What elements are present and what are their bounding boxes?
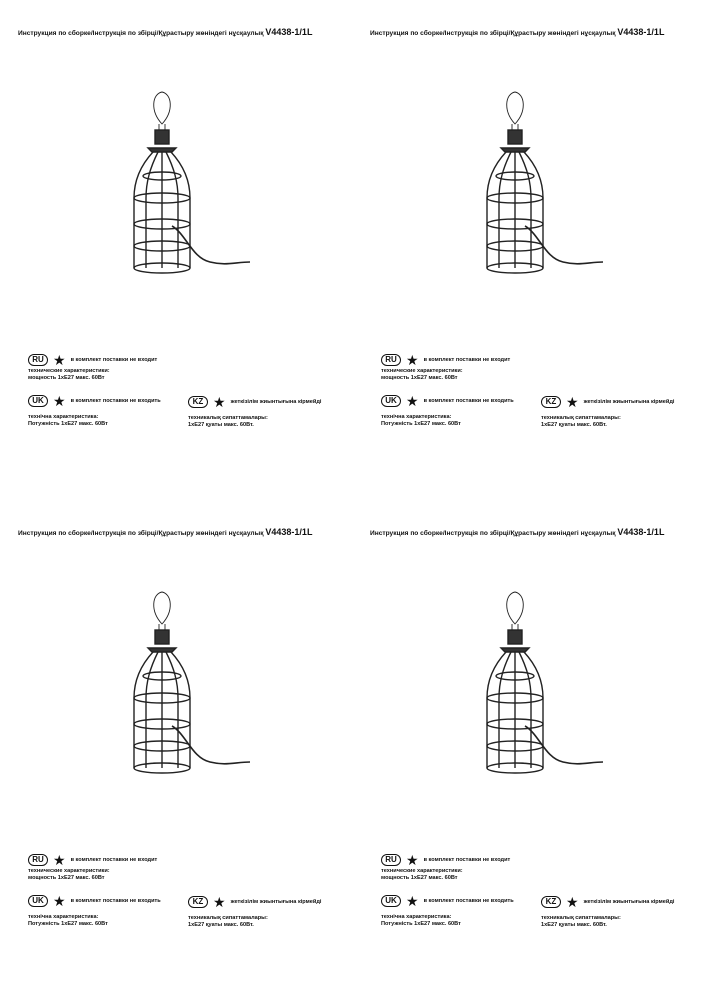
uk-badge: UK <box>381 395 401 407</box>
title-text: Инструкция по сборке/Інструкція по збірці/Құрастыру жөніндегі нұсқаулық <box>18 30 264 37</box>
ru-row <box>28 854 157 866</box>
uk-row <box>28 395 161 407</box>
instruction-panel-4 <box>353 500 706 1000</box>
ru-row <box>381 854 510 866</box>
star-icon: ★ <box>406 352 419 368</box>
star-icon: ★ <box>566 394 579 410</box>
ru-badge: RU <box>381 354 401 366</box>
kz-note: жеткізілім жиынтығына кірмейді <box>583 899 675 905</box>
ru-badge: RU <box>381 854 401 866</box>
ru-spec <box>28 868 110 882</box>
kz-badge: KZ <box>188 396 208 408</box>
uk-spec-heading: технічна характеристика: <box>381 914 452 920</box>
ru-spec-value: мощность 1xE27 макс. 60Вт <box>381 375 458 381</box>
model-code: V4438-1/1L <box>617 27 665 37</box>
kz-spec-heading: техникалық сипаттамалары: <box>541 915 621 921</box>
lamp-illustration <box>110 586 260 776</box>
instruction-panel-2 <box>353 0 706 500</box>
title-text: Инструкция по сборке/Інструкція по збірці/Құрастыру жөніндегі нұсқаулық <box>370 530 616 537</box>
ru-badge: RU <box>28 354 48 366</box>
ru-spec <box>381 868 463 882</box>
uk-spec <box>28 914 108 928</box>
title-text: Инструкция по сборке/Інструкція по збірці/Құрастыру жөніндегі нұсқаулық <box>18 530 264 537</box>
kz-note: жеткізілім жиынтығына кірмейді <box>230 399 322 405</box>
ru-note: в комплект поставки не входит <box>423 357 511 363</box>
uk-note: в комплект поставки не входить <box>70 898 161 904</box>
uk-badge: UK <box>28 395 48 407</box>
uk-spec <box>381 914 461 928</box>
kz-spec <box>188 915 268 929</box>
star-icon: ★ <box>406 852 419 868</box>
uk-badge: UK <box>381 895 401 907</box>
kz-spec-heading: техникалық сипаттамалары: <box>188 415 268 421</box>
kz-spec <box>541 415 621 429</box>
uk-badge: UK <box>28 895 48 907</box>
model-code: V4438-1/1L <box>265 527 313 537</box>
ru-note: в комплект поставки не входит <box>423 857 511 863</box>
kz-note: жеткізілім жиынтығына кірмейді <box>230 899 322 905</box>
star-icon: ★ <box>53 393 66 409</box>
uk-spec-value: Потужність 1xE27 макс. 60Вт <box>381 421 461 427</box>
ru-spec <box>28 368 110 382</box>
instruction-panel-3 <box>0 500 353 1000</box>
star-icon: ★ <box>213 894 226 910</box>
panel-title <box>18 527 312 537</box>
uk-spec <box>28 414 108 428</box>
star-icon: ★ <box>53 893 66 909</box>
kz-row <box>188 896 321 908</box>
uk-spec-heading: технічна характеристика: <box>28 914 99 920</box>
ru-badge: RU <box>28 854 48 866</box>
ru-spec-heading: технические характеристики: <box>381 368 463 374</box>
uk-spec-value: Потужність 1xE27 макс. 60Вт <box>381 921 461 927</box>
ru-spec <box>381 368 463 382</box>
ru-spec-value: мощность 1xE27 макс. 60Вт <box>381 875 458 881</box>
kz-spec-heading: техникалық сипаттамалары: <box>188 915 268 921</box>
ru-note: в комплект поставки не входит <box>70 857 158 863</box>
panel-title <box>18 27 312 37</box>
lamp-illustration <box>463 86 613 276</box>
uk-spec-value: Потужність 1xE27 макс. 60Вт <box>28 421 108 427</box>
uk-row <box>381 895 514 907</box>
uk-spec-value: Потужність 1xE27 макс. 60Вт <box>28 921 108 927</box>
ru-spec-value: мощность 1xE27 макс. 60Вт <box>28 875 105 881</box>
kz-spec <box>541 915 621 929</box>
ru-row <box>28 354 157 366</box>
ru-spec-value: мощность 1xE27 макс. 60Вт <box>28 375 105 381</box>
kz-row <box>188 396 321 408</box>
uk-spec-heading: технічна характеристика: <box>381 414 452 420</box>
kz-spec-value: 1xE27 қуаты макс. 60Вт. <box>541 922 607 928</box>
ru-row <box>381 354 510 366</box>
lamp-illustration <box>463 586 613 776</box>
star-icon: ★ <box>406 893 419 909</box>
lamp-illustration <box>110 86 260 276</box>
kz-spec-value: 1xE27 қуаты макс. 60Вт. <box>541 422 607 428</box>
uk-row <box>28 895 161 907</box>
kz-spec <box>188 415 268 429</box>
uk-spec-heading: технічна характеристика: <box>28 414 99 420</box>
panel-title <box>370 27 664 37</box>
uk-note: в комплект поставки не входить <box>423 398 514 404</box>
title-text: Инструкция по сборке/Інструкція по збірці/Құрастыру жөніндегі нұсқаулық <box>370 30 616 37</box>
ru-note: в комплект поставки не входит <box>70 357 158 363</box>
kz-badge: KZ <box>541 396 561 408</box>
panel-title <box>370 527 664 537</box>
kz-spec-heading: техникалық сипаттамалары: <box>541 415 621 421</box>
model-code: V4438-1/1L <box>617 527 665 537</box>
ru-spec-heading: технические характеристики: <box>381 868 463 874</box>
kz-note: жеткізілім жиынтығына кірмейді <box>583 399 675 405</box>
model-code: V4438-1/1L <box>265 27 313 37</box>
kz-spec-value: 1xE27 қуаты макс. 60Вт. <box>188 422 254 428</box>
star-icon: ★ <box>53 352 66 368</box>
uk-spec <box>381 414 461 428</box>
star-icon: ★ <box>53 852 66 868</box>
kz-row <box>541 896 674 908</box>
kz-spec-value: 1xE27 қуаты макс. 60Вт. <box>188 922 254 928</box>
uk-note: в комплект поставки не входить <box>423 898 514 904</box>
kz-row <box>541 396 674 408</box>
star-icon: ★ <box>566 894 579 910</box>
uk-note: в комплект поставки не входить <box>70 398 161 404</box>
instruction-panel-1 <box>0 0 353 500</box>
kz-badge: KZ <box>541 896 561 908</box>
star-icon: ★ <box>213 394 226 410</box>
ru-spec-heading: технические характеристики: <box>28 368 110 374</box>
uk-row <box>381 395 514 407</box>
ru-spec-heading: технические характеристики: <box>28 868 110 874</box>
star-icon: ★ <box>406 393 419 409</box>
kz-badge: KZ <box>188 896 208 908</box>
